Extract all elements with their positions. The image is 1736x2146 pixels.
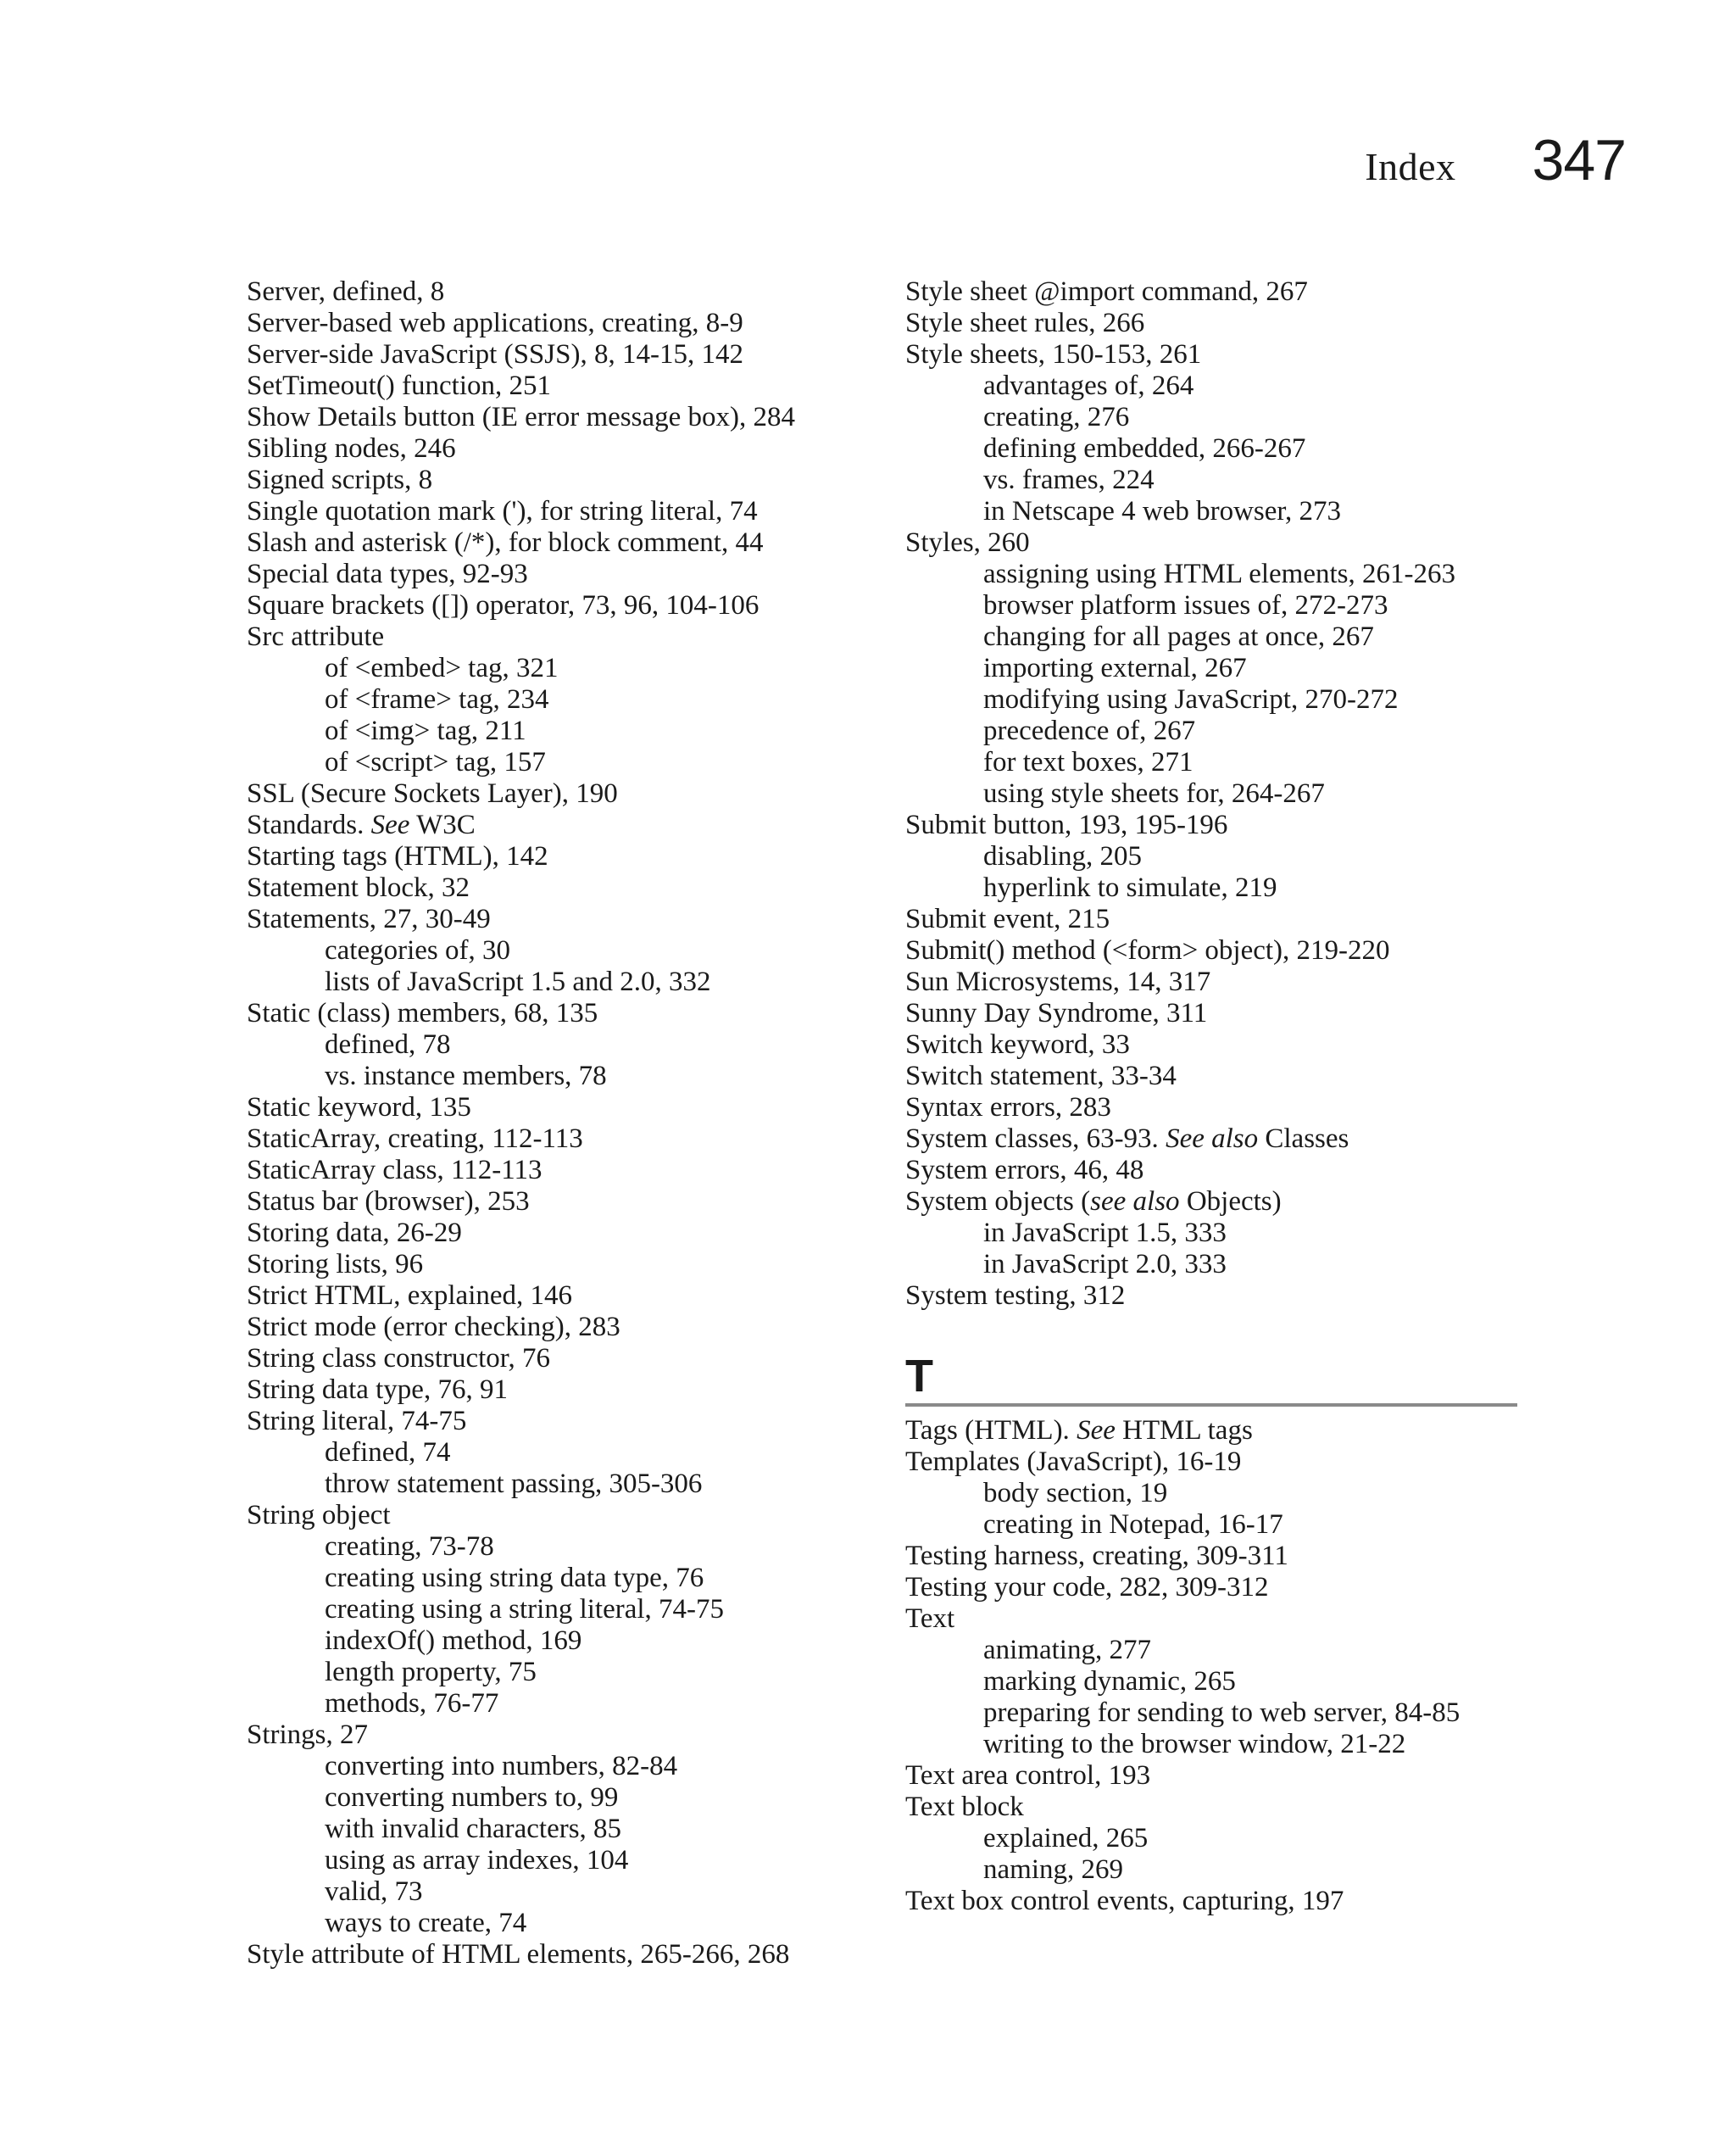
- index-entry: StaticArray class, 112-113: [247, 1155, 542, 1185]
- page-number: 347: [1532, 128, 1626, 192]
- index-entry: String literal, 74-75: [247, 1406, 467, 1436]
- entry-text: Classes: [1258, 1123, 1349, 1154]
- index-entry: Sun Microsystems, 14, 317: [905, 967, 1211, 997]
- index-subentry: of <embed> tag, 321: [325, 653, 559, 683]
- index-subentry: changing for all pages at once, 267: [983, 622, 1374, 652]
- index-subentry: marking dynamic, 265: [983, 1666, 1236, 1697]
- index-subentry: defining embedded, 266-267: [983, 433, 1306, 464]
- index-entry: Testing your code, 282, 309-312: [905, 1572, 1269, 1603]
- letter-heading: T: [905, 1351, 1517, 1407]
- index-subentry: defined, 78: [325, 1029, 451, 1060]
- index-entry: Src attribute: [247, 622, 385, 652]
- index-subentry: vs. frames, 224: [983, 465, 1155, 495]
- index-entry: Sibling nodes, 246: [247, 433, 456, 464]
- cross-reference-term: See: [370, 810, 410, 840]
- index-subentry: creating using a string literal, 74-75: [325, 1594, 725, 1625]
- index-entry: String data type, 76, 91: [247, 1374, 508, 1405]
- letter-section-t: [905, 1351, 1516, 1917]
- cross-reference-term: see also: [1090, 1186, 1180, 1217]
- index-subentry: naming, 269: [983, 1854, 1123, 1885]
- entry-text: System classes, 63-93.: [905, 1123, 1166, 1154]
- index-entry: Style sheet rules, 266: [905, 308, 1145, 338]
- index-entry: Style attribute of HTML elements, 265-266, 268: [247, 1939, 790, 1970]
- index-subentry: using as array indexes, 104: [325, 1845, 629, 1876]
- index-entry: [905, 1123, 1516, 1155]
- entry-text: HTML tags: [1115, 1415, 1253, 1446]
- index-subentry: in Netscape 4 web browser, 273: [983, 496, 1342, 527]
- index-entry: Special data types, 92-93: [247, 559, 528, 589]
- index-subentry: importing external, 267: [983, 653, 1247, 683]
- index-entry: Storing lists, 96: [247, 1249, 424, 1279]
- index-entry: System errors, 46, 48: [905, 1155, 1144, 1185]
- index-column-right: [905, 276, 1516, 1917]
- index-subentry: indexOf() method, 169: [325, 1625, 582, 1656]
- index-entry: String class constructor, 76: [247, 1343, 550, 1374]
- index-entry: [905, 1415, 1516, 1446]
- index-entry: Submit event, 215: [905, 904, 1110, 934]
- index-subentry: modifying using JavaScript, 270-272: [983, 684, 1399, 715]
- index-subentry: for text boxes, 271: [983, 747, 1194, 778]
- index-entry: Square brackets ([]) operator, 73, 96, 104-106: [247, 590, 760, 621]
- index-entry: Static (class) members, 68, 135: [247, 998, 598, 1028]
- index-entry: Strict HTML, explained, 146: [247, 1280, 573, 1311]
- t-entries: [905, 1415, 1516, 1917]
- index-entry: Switch keyword, 33: [905, 1029, 1130, 1060]
- index-subentry: of <script> tag, 157: [325, 747, 546, 778]
- index-entry: Submit() method (<form> object), 219-220: [905, 935, 1390, 966]
- index-subentry: body section, 19: [983, 1478, 1168, 1508]
- index-subentry: converting numbers to, 99: [325, 1782, 619, 1813]
- index-subentry: defined, 74: [325, 1437, 451, 1468]
- index-subentry: advantages of, 264: [983, 371, 1194, 401]
- index-subentry: creating using string data type, 76: [325, 1563, 704, 1593]
- index-entry: Statement block, 32: [247, 872, 470, 903]
- index-subentry: throw statement passing, 305-306: [325, 1469, 703, 1499]
- cross-reference-term: See: [1077, 1415, 1116, 1446]
- index-subentry: in JavaScript 1.5, 333: [983, 1218, 1227, 1248]
- index-subentry: vs. instance members, 78: [325, 1061, 607, 1091]
- index-subentry: length property, 75: [325, 1657, 537, 1687]
- index-subentry: valid, 73: [325, 1876, 423, 1907]
- index-subentry: creating, 276: [983, 402, 1130, 432]
- index-subentry: with invalid characters, 85: [325, 1814, 622, 1844]
- index-subentry: hyperlink to simulate, 219: [983, 872, 1277, 903]
- index-entry: Strict mode (error checking), 283: [247, 1312, 620, 1342]
- index-subentry: precedence of, 267: [983, 716, 1196, 746]
- index-subentry: preparing for sending to web server, 84-85: [983, 1697, 1461, 1728]
- index-entry: Static keyword, 135: [247, 1092, 471, 1123]
- index-entry: SetTimeout() function, 251: [247, 371, 552, 401]
- index-entry: Server, defined, 8: [247, 276, 445, 307]
- index-entry: Submit button, 193, 195-196: [905, 810, 1228, 840]
- index-entry: Text area control, 193: [905, 1760, 1151, 1791]
- index-subentry: categories of, 30: [325, 935, 510, 966]
- entry-text: W3C: [409, 810, 476, 840]
- entry-text: System objects (: [905, 1186, 1091, 1217]
- index-entry: Server-based web applications, creating, 8-9: [247, 308, 743, 338]
- index-entry: [905, 1186, 1516, 1218]
- index-subentry: browser platform issues of, 272-273: [983, 590, 1388, 621]
- cross-reference-term: See also: [1166, 1123, 1259, 1154]
- index-subentry: disabling, 205: [983, 841, 1142, 872]
- index-entry: StaticArray, creating, 112-113: [247, 1123, 583, 1154]
- index-entry: Storing data, 26-29: [247, 1218, 462, 1248]
- entry-text: Standards.: [247, 810, 371, 840]
- running-head: [1365, 127, 1626, 193]
- index-entry: Strings, 27: [247, 1720, 369, 1750]
- index-entry: Style sheet @import command, 267: [905, 276, 1308, 307]
- index-entry: Switch statement, 33-34: [905, 1061, 1177, 1091]
- index-entry: Sunny Day Syndrome, 311: [905, 998, 1208, 1028]
- index-subentry: lists of JavaScript 1.5 and 2.0, 332: [325, 967, 711, 997]
- index-subentry: of <frame> tag, 234: [325, 684, 549, 715]
- index-subentry: writing to the browser window, 21-22: [983, 1729, 1406, 1759]
- index-entry: Show Details button (IE error message box), 284: [247, 402, 796, 432]
- index-column-left: [247, 276, 891, 1970]
- index-entry: Starting tags (HTML), 142: [247, 841, 548, 872]
- index-entry: Templates (JavaScript), 16-19: [905, 1446, 1242, 1477]
- index-subentry: of <img> tag, 211: [325, 716, 526, 746]
- index-entry: String object: [247, 1500, 391, 1530]
- index-entry: Text box control events, capturing, 197: [905, 1886, 1344, 1916]
- index-subentry: ways to create, 74: [325, 1908, 527, 1938]
- index-entry: Text: [905, 1603, 955, 1634]
- index-entry: Statements, 27, 30-49: [247, 904, 491, 934]
- index-subentry: methods, 76-77: [325, 1688, 499, 1719]
- entry-text: Tags (HTML).: [905, 1415, 1077, 1446]
- index-subentry: creating, 73-78: [325, 1531, 494, 1562]
- index-entry: Slash and asterisk (/*), for block comment, 44: [247, 527, 764, 558]
- index-entry: Styles, 260: [905, 527, 1030, 558]
- index-entry: System testing, 312: [905, 1280, 1126, 1311]
- index-entry: Style sheets, 150-153, 261: [905, 339, 1202, 370]
- index-subentry: animating, 277: [983, 1635, 1151, 1665]
- index-entry: Status bar (browser), 253: [247, 1186, 530, 1217]
- index-subentry: using style sheets for, 264-267: [983, 778, 1325, 809]
- section-label: Index: [1365, 145, 1456, 188]
- s-entries-continued: [905, 276, 1516, 1312]
- index-entry: Syntax errors, 283: [905, 1092, 1111, 1123]
- index-entry: Text block: [905, 1792, 1024, 1822]
- index-entry: Testing harness, creating, 309-311: [905, 1541, 1288, 1571]
- index-entry: Single quotation mark ('), for string literal, 74: [247, 496, 758, 527]
- index-entry: Server-side JavaScript (SSJS), 8, 14-15, 142: [247, 339, 743, 370]
- index-subentry: converting into numbers, 82-84: [325, 1751, 678, 1781]
- entry-text: Objects): [1179, 1186, 1282, 1217]
- index-subentry: assigning using HTML elements, 261-263: [983, 559, 1455, 589]
- index-entry: Signed scripts, 8: [247, 465, 433, 495]
- index-subentry: creating in Notepad, 16-17: [983, 1509, 1283, 1540]
- index-entry: SSL (Secure Sockets Layer), 190: [247, 778, 618, 809]
- index-subentry: in JavaScript 2.0, 333: [983, 1249, 1227, 1279]
- index-subentry: explained, 265: [983, 1823, 1149, 1853]
- index-entry: [247, 810, 891, 841]
